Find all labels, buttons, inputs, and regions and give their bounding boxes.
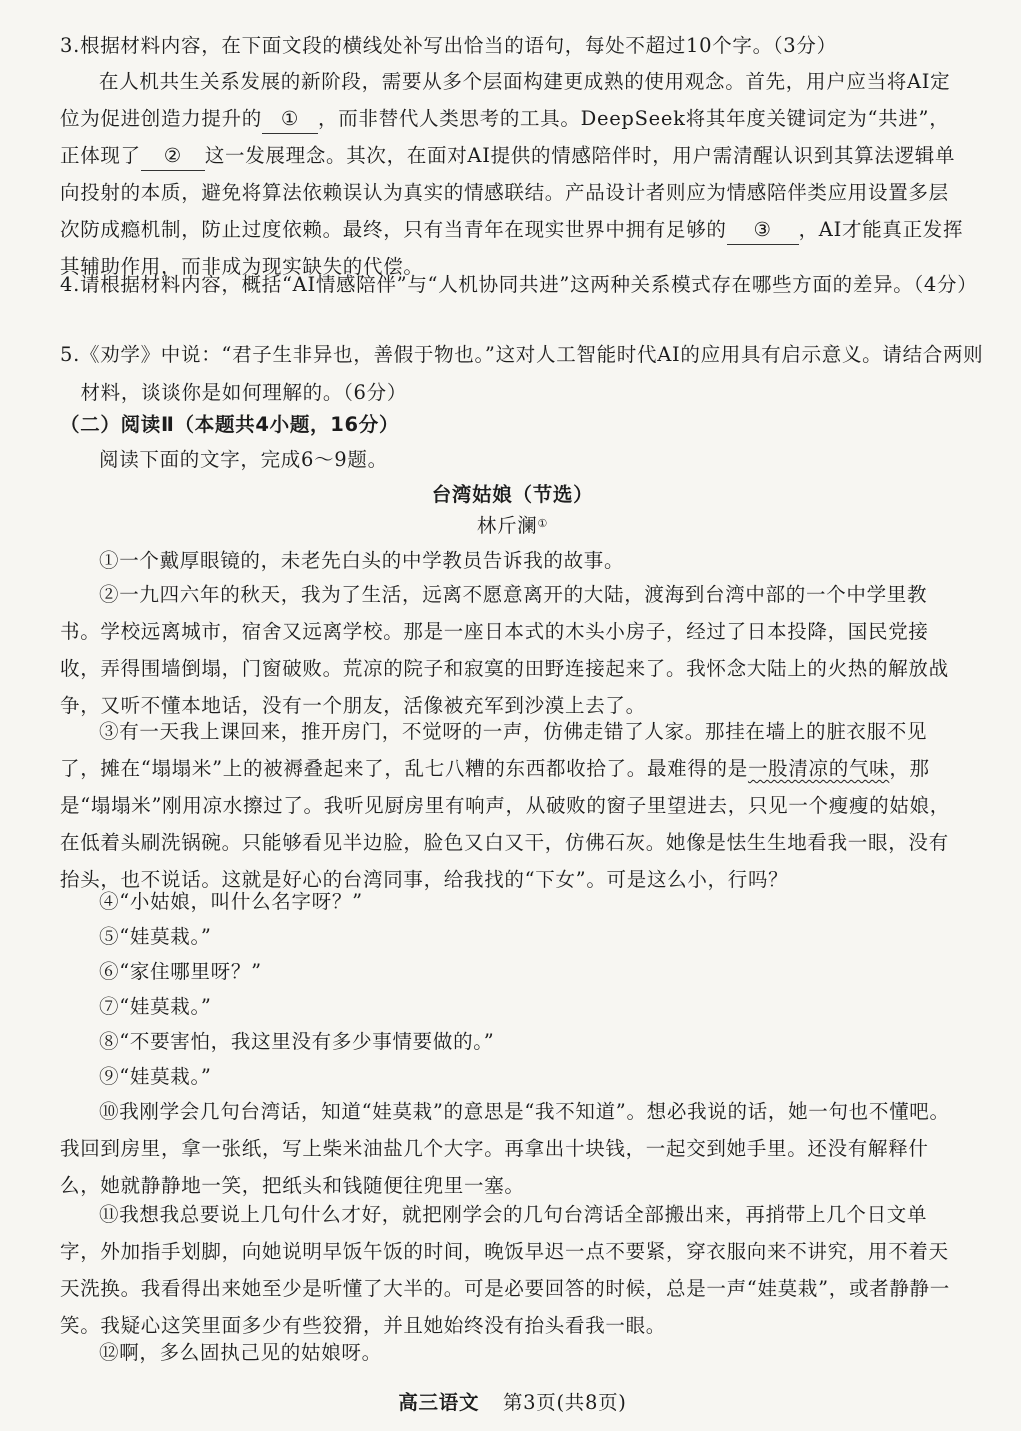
story-para-8: ⑧“不要害怕，我这里没有多少事情要做的。” bbox=[99, 1030, 495, 1053]
story-para-5: ⑤“娃莫栽。” bbox=[99, 925, 212, 948]
story-para-2: ②一九四六年的秋天，我为了生活，远离不愿意离开的大陆，渡海到台湾中部的一个中学里教书。学校远离城市，宿舍又远离学校。那是一座日本式的木头小房子，经过了日本投降，国民党接收，弄得围墙倒塌，门窗破败。荒凉的院子和寂寞的田野连接起来了。我怀念大陆上的火热的解放战争，又听不懂本地话，没有一个朋友，活像被充军到沙漠上去了。 bbox=[60, 583, 949, 717]
story-para-4: ④“小姑娘，叫什么名字呀？” bbox=[99, 890, 363, 913]
story-author: 林斤澜① bbox=[476, 514, 549, 537]
footer-subject: 高三语文 bbox=[398, 1391, 480, 1414]
question-5: 5.《劝学》中说：“君子生非异也，善假于物也。”这对人工智能时代AI的应用具有启示意义。请结合两则材料，谈谈你是如何理解的。（6分） bbox=[60, 343, 984, 404]
story-title: 台湾姑娘（节选） bbox=[431, 483, 594, 506]
question-4: 4.请根据材料内容，概括“AI情感陪伴”与“人机协同共进”这两种关系模式存在哪些方面的差异。（4分） bbox=[60, 273, 978, 296]
q3-text-1: 在人机共生关系发展的新阶段，需要从多个层面构建更成熟的使用观念。首先，用户应当将AI定位为促进创造力提升的 bbox=[60, 70, 951, 130]
section-heading: （二）阅读Ⅱ（本题共4小题，16分） bbox=[60, 413, 400, 436]
story-para-7: ⑦“娃莫栽。” bbox=[99, 995, 212, 1018]
story-para-11: ⑪我想我总要说上几句什么才好，就把刚学会的几句台湾话全部搬出来，再捎带上几个日文单字，外加指手划脚，向她说明早饭午饭的时间，晚饭早迟一点不要紧，穿衣服向来不讲究，用不着天天洗换。我看得出来她至少是听懂了大半的。可是必要回答的时候，总是一声“娃莫栽”，或者静静一笑。我疑心这笑里面多少有些狡猾，并且她始终没有抬头看我一眼。 bbox=[60, 1203, 950, 1337]
story-para-9: ⑨“娃莫栽。” bbox=[99, 1065, 212, 1088]
question-3-passage bbox=[60, 63, 965, 285]
blank-1: ① bbox=[262, 105, 318, 134]
story-para-12: ⑫啊，多么固执己见的姑娘呀。 bbox=[99, 1341, 382, 1364]
story-para-1: ①一个戴厚眼镜的，未老先白头的中学教员告诉我的故事。 bbox=[99, 549, 625, 572]
q3-text-4: ，AI才能真正发挥其辅助作用，而非成为现实缺失的代偿。 bbox=[60, 218, 964, 278]
author-footnote-mark: ① bbox=[537, 517, 549, 530]
blank-2: ② bbox=[141, 142, 205, 171]
page-footer bbox=[60, 1388, 965, 1418]
footer-page-number: 第3页(共8页) bbox=[502, 1391, 627, 1414]
story-para-6: ⑥“家住哪里呀？” bbox=[99, 960, 262, 983]
blank-3: ③ bbox=[727, 216, 799, 245]
wavy-underlined-phrase: 一股清凉的气味 bbox=[747, 757, 890, 780]
q3-text-2: ，而非替代人类思考的工具。DeepSeek将其年度关键词定为“共进”，正体现了 bbox=[60, 107, 950, 167]
reading-instruction: 阅读下面的文字，完成6～9题。 bbox=[99, 448, 388, 471]
question-3-stem: 3.根据材料内容，在下面文段的横线处补写出恰当的语句，每处不超过10个字。（3分） bbox=[60, 34, 837, 57]
q3-text-3: 这一发展理念。其次，在面对AI提供的情感陪伴时，用户需清醒认识到其算法逻辑单向投射的本质，避免将算法依赖误认为真实的情感联结。产品设计者则应为情感陪伴类应用设置多层次防成瘾机制，防止过度依赖。最终，只有当青年在现实世界中拥有足够的 bbox=[60, 144, 956, 241]
story-para-10: ⑩我刚学会几句台湾话，知道“娃莫栽”的意思是“我不知道”。想必我说的话，她一句也不懂吧。我回到房里，拿一张纸，写上柴米油盐几个大字。再拿出十块钱，一起交到她手里。还没有解释什么，她就静静地一笑，把纸头和钱随便往兜里一塞。 bbox=[60, 1100, 950, 1197]
story-para-3: ③有一天我上课回来，推开房门，不觉呀的一声，仿佛走错了人家。那挂在墙上的脏衣服不见了，摊在“塌塌米”上的被褥叠起来了，乱七八糟的东西都收拾了。最难得的是一股清凉的气味，那是“塌塌米”刚用凉水擦过了。我听见厨房里有响声，从破败的窗子里望进去，只见一个瘦瘦的姑娘，在低着头刷洗锅碗。只能够看见半边脸，脸色又白又干，仿佛石灰。她像是怯生生地看我一眼，没有抬头，也不说话。这就是好心的台湾同事，给我找的“下女”。可是这么小，行吗？ bbox=[60, 720, 950, 891]
